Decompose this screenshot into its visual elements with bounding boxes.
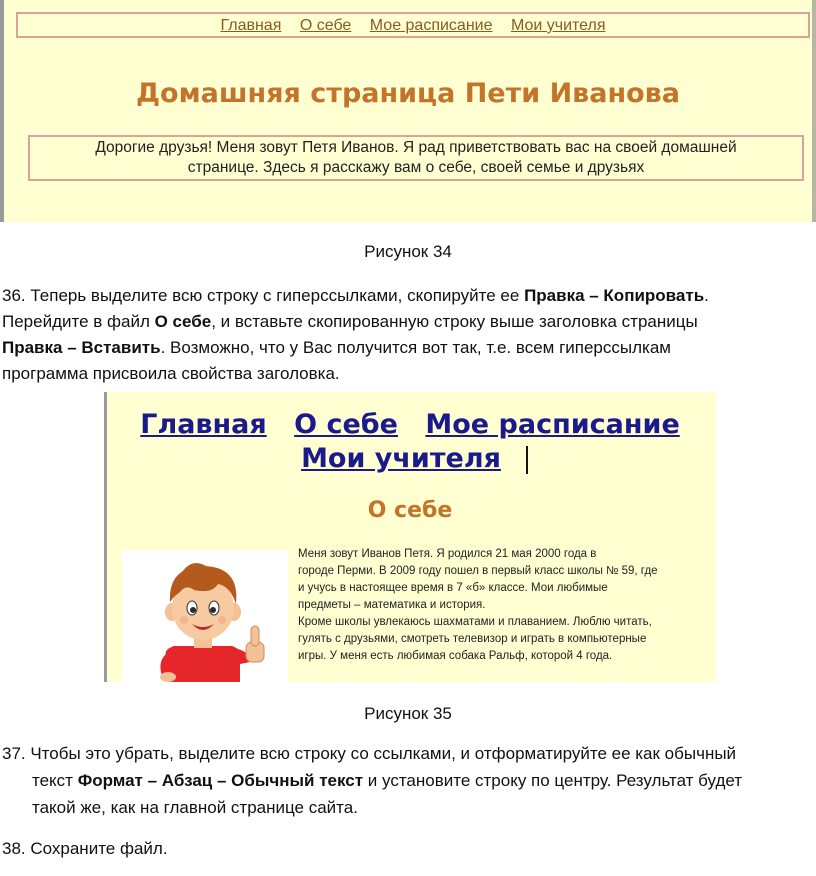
window-right-border <box>812 0 816 222</box>
boy-illustration <box>122 550 288 682</box>
fig34-intro-line: Дорогие друзья! Меня зовут Петя Иванов. Я рад приветствовать вас на своей домашней <box>95 139 737 156</box>
step-37-paragraph <box>2 740 792 821</box>
step-36-text: Перейдите в файл <box>2 312 155 331</box>
step-36-line: программа присвоила свойства заголовка. <box>2 364 340 383</box>
fig35-about-text <box>298 546 712 665</box>
step-36-text: , и вставьте скопированную строку выше заголовка страницы <box>211 312 698 331</box>
menu-command-paste: Правка – Вставить <box>2 338 161 357</box>
fig35-nav-link-teachers[interactable]: Мои учителя <box>301 443 501 474</box>
figure-35-caption: Рисунок 35 <box>364 704 452 723</box>
fig34-page-title: Домашняя страница Пети Иванова <box>136 78 680 109</box>
step-37-line <box>2 767 792 794</box>
fig35-text-line: Кроме школы увлекаюсь шахматами и плаванием. Люблю читать, <box>298 616 652 628</box>
step-36-line <box>2 283 802 309</box>
fig34-nav-bar <box>16 12 810 38</box>
fig34-intro-box <box>28 135 804 181</box>
fig35-nav-line <box>104 408 716 442</box>
window-left-border <box>0 0 4 222</box>
fig35-page-title: О себе <box>367 498 453 523</box>
step-36-paragraph <box>2 283 802 387</box>
figure-35-screenshot <box>104 392 716 682</box>
menu-command-normal-text: Формат – Абзац – Обычный текст <box>77 771 364 790</box>
step-36-text: . <box>704 286 709 305</box>
fig35-nav-link-home[interactable]: Главная <box>140 409 267 440</box>
fig34-nav-link-home[interactable]: Главная <box>220 17 282 34</box>
fig35-text-line: городе Перми. В 2009 году пошел в первый класс школы № 59, где <box>298 565 658 577</box>
fig35-text-line: Меня зовут Иванов Петя. Я родился 21 мая 2000 года в <box>298 548 597 560</box>
step-38-paragraph: 38. Сохраните файл. <box>2 839 168 858</box>
step-36-text: 36. Теперь выделите всю строку с гиперссылками, скопируйте ее <box>2 286 525 305</box>
boy-thumbs-up-icon <box>122 550 288 682</box>
step-37-text: текст <box>32 771 78 790</box>
figure-34-screenshot <box>0 0 816 222</box>
fig35-text-line: игры. У меня есть любимая собака Ральф, которой 4 года. <box>298 650 613 662</box>
fig34-nav-link-about[interactable]: О себе <box>299 17 352 34</box>
step-36-text: . Возможно, что у Вас получится вот так, т.е. всем гиперссылкам <box>160 338 671 357</box>
fig35-nav-line <box>104 442 716 476</box>
step-37-line: 37. Чтобы это убрать, выделите всю строку со ссылками, и отформатируйте ее как обычный <box>2 744 737 763</box>
fig35-nav-link-about[interactable]: О себе <box>294 409 398 440</box>
text-cursor <box>526 446 528 474</box>
file-name-about: О себе <box>154 312 212 331</box>
figure-34-caption: Рисунок 34 <box>364 242 452 261</box>
step-37-line: такой же, как на главной странице сайта. <box>32 798 358 817</box>
fig34-intro-line: странице. Здесь я расскажу вам о себе, своей семье и друзьях <box>187 159 645 176</box>
fig35-text-line: и учусь в настоящее время в 7 «б» классе. Мои любимые <box>298 582 608 594</box>
step-36-line <box>2 309 802 335</box>
fig35-nav-bar <box>104 408 716 476</box>
fig35-nav-link-schedule[interactable]: Мое расписание <box>425 409 680 440</box>
fig34-nav-link-teachers[interactable]: Мои учителя <box>510 17 606 34</box>
fig35-text-line: предметы – математика и история. <box>298 599 486 611</box>
step-37-text: и установите строку по центру. Результат будет <box>363 771 743 790</box>
step-36-line <box>2 335 802 361</box>
fig34-nav-link-schedule[interactable]: Мое расписание <box>369 17 493 34</box>
fig35-text-line: гулять с друзьями, смотреть телевизор и играть в компьютерные <box>298 633 647 645</box>
menu-command-copy: Правка – Копировать <box>524 286 705 305</box>
